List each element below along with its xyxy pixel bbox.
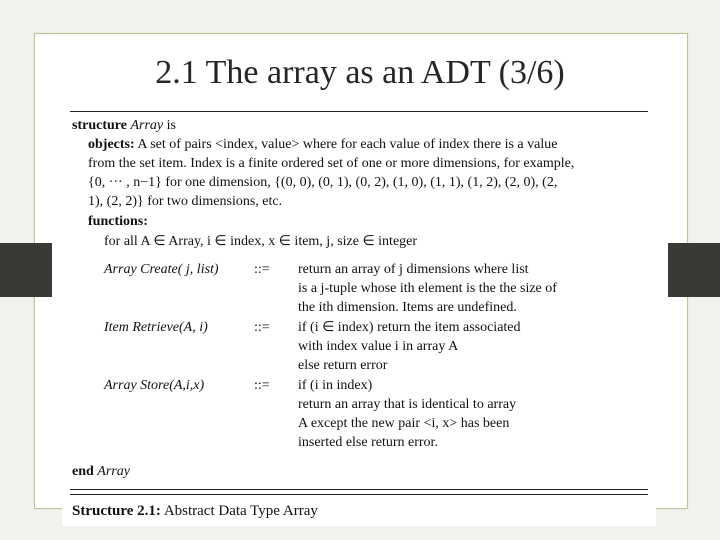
objects-line-1: objects: A set of pairs <index, value> where for each value of index there is a value <box>88 137 558 152</box>
right-side-tab <box>668 243 720 297</box>
adt-structure-figure <box>62 105 656 526</box>
store-signature: Array Store(A,i,x) <box>104 378 205 393</box>
store-desc-4: inserted else return error. <box>298 435 438 450</box>
mid-rule-2 <box>70 494 648 495</box>
retrieve-desc-1: if (i ∈ index) return the item associated <box>298 320 521 335</box>
store-desc-2: return an array that is identical to array <box>298 397 517 412</box>
create-desc-2: is a j-tuple whose ith element is the the size of <box>298 281 557 296</box>
objects-line-2: from the set item. Index is a finite ordered set of one or more dimensions, for example, <box>88 156 575 171</box>
forall-line: for all A ∈ Array, i ∈ index, x ∈ item, j, size ∈ integer <box>104 234 418 249</box>
structure-footer: end Array <box>72 464 130 479</box>
slide-title: 2.1 The array as an ADT (3/6) <box>155 54 565 91</box>
retrieve-signature: Item Retrieve(A, i) <box>104 320 208 335</box>
create-desc-1: return an array of j dimensions where list <box>298 262 529 277</box>
create-desc-3: the ith dimension. Items are undefined. <box>298 300 517 315</box>
structure-header: structure Array is <box>72 118 176 133</box>
functions-label: functions: <box>88 214 148 229</box>
left-side-tab <box>0 243 52 297</box>
objects-line-3: {0, ··· , n−1} for one dimension, {(0, 0), (0, 1), (0, 2), (1, 0), (1, 1), (1, 2), (2, 0), (2, <box>88 175 558 190</box>
store-desc-3: A except the new pair <i, x> has been <box>298 416 510 431</box>
create-op: ::= <box>254 262 270 277</box>
store-op: ::= <box>254 378 270 393</box>
figure-caption: Structure 2.1: Abstract Data Type Array <box>72 503 318 519</box>
retrieve-desc-2: with index value i in array A <box>298 339 459 354</box>
retrieve-op: ::= <box>254 320 270 335</box>
create-signature: Array Create( j, list) <box>104 262 219 277</box>
objects-line-4: 1), (2, 2)} for two dimensions, etc. <box>88 194 283 209</box>
top-rule <box>70 111 648 112</box>
mid-rule <box>70 489 648 490</box>
store-desc-1: if (i in index) <box>298 378 373 393</box>
retrieve-desc-3: else return error <box>298 358 388 373</box>
